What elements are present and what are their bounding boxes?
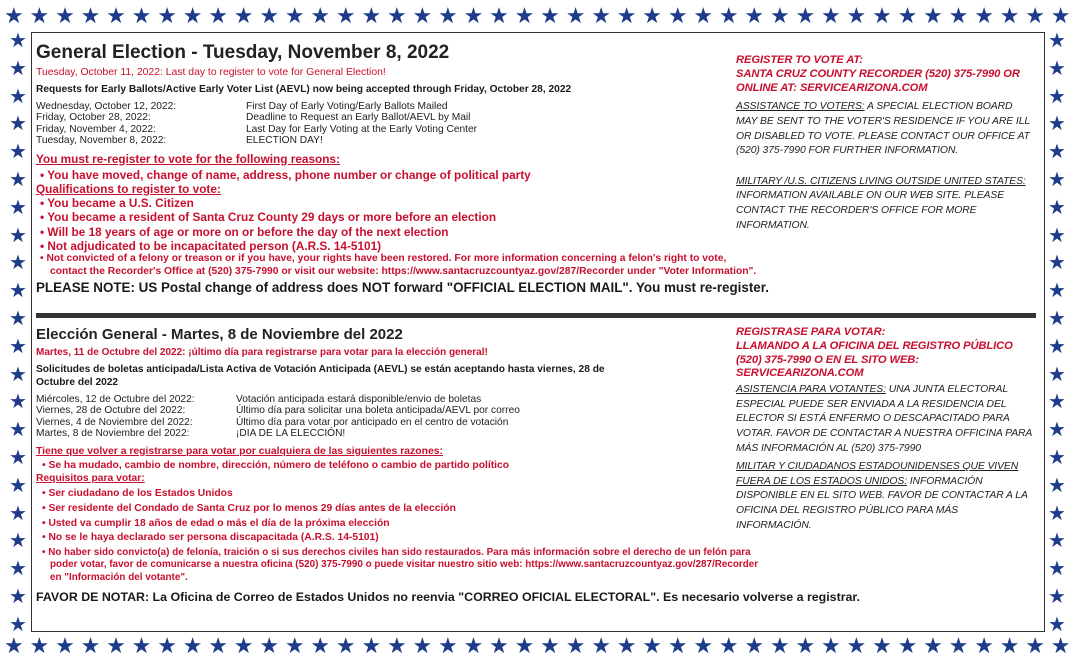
star-icon: ★: [335, 634, 356, 659]
star-icon: ★: [9, 528, 27, 553]
reregister-emphasis: to vote: [153, 151, 193, 166]
star-icon: ★: [9, 611, 27, 636]
register-info: SANTA CRUZ COUNTY RECORDER (520) 375-7990 OR: [736, 67, 1020, 80]
star-icon: ★: [489, 4, 509, 29]
star-icon: ★: [1025, 4, 1045, 29]
reregister-reason: • Se ha mudado, cambio de nombre, dirección, número de teléfono o cambio de partido político: [42, 460, 510, 472]
key-dates: [36, 394, 726, 440]
date-desc: ¡DIA DE LA ELECCIÓN!: [236, 428, 346, 440]
date-desc: ELECTION DAY!: [246, 135, 323, 147]
star-icon: ★: [284, 634, 305, 659]
star-icon: ★: [1048, 111, 1066, 136]
star-icon: ★: [642, 634, 663, 659]
last-register-date: Tuesday, October 11, 2022: Last day to register to vote for General Election!: [36, 67, 386, 78]
date-desc: Votación anticipada estará disponible/envio de boletas: [236, 394, 482, 405]
star-icon: ★: [846, 4, 867, 29]
left-star-border: [5, 30, 31, 634]
star-icon: ★: [744, 4, 765, 29]
star-icon: ★: [923, 4, 943, 29]
star-icon: ★: [182, 4, 203, 29]
star-icon: ★: [974, 634, 994, 659]
star-icon: ★: [1048, 611, 1066, 636]
star-icon: ★: [412, 4, 433, 29]
star-icon: ★: [310, 634, 331, 659]
qualification-item: • Ser ciudadano de los Estados Unidos: [42, 488, 233, 500]
star-icon: ★: [80, 634, 101, 659]
star-icon: ★: [693, 4, 714, 29]
reregister-reason: • You have moved, change of name, address, phone number or change of political party: [40, 167, 531, 182]
star-icon: ★: [1048, 389, 1066, 414]
star-icon: ★: [821, 634, 841, 659]
star-icon: ★: [9, 417, 27, 442]
star-icon: ★: [1048, 55, 1066, 80]
star-icon: ★: [999, 634, 1020, 659]
register-info: SERVICEARIZONA.COM: [736, 367, 864, 380]
star-icon: ★: [821, 4, 841, 29]
star-icon: ★: [29, 634, 50, 659]
star-icon: ★: [948, 634, 969, 659]
star-icon: ★: [463, 634, 484, 659]
qualifications-heading: Qualifications to register to vote:: [36, 182, 221, 197]
star-icon: ★: [4, 4, 24, 29]
reregister-text: for the following reasons:: [192, 151, 340, 166]
star-icon: ★: [9, 222, 27, 247]
register-info: ONLINE AT: SERVICEARIZONA.COM: [736, 81, 928, 94]
military-body: INFORMATION AVAILABLE ON OUR WEB SITE. PLEASE CONTACT THE RECORDER'S OFFICE FOR MORE INFORMATION.: [736, 190, 1005, 231]
star-icon: ★: [1048, 166, 1066, 191]
star-icon: ★: [1048, 250, 1066, 275]
date-label: Tuesday, November 8, 2022:: [36, 135, 167, 147]
assistance-body: A SPECIAL ELECTION BOARD MAY BE SENT TO THE VOTER'S RESIDENCE IF YOU ARE ILL OR DISABLED TO VOTE. PLEASE CONTACT OUR OFFICE AT (520) 375-7990 FOR FURTHER INFORMATION.: [736, 101, 1030, 157]
star-icon: ★: [80, 4, 101, 29]
reregister-emphasis: para votar: [185, 445, 237, 457]
star-icon: ★: [9, 111, 27, 136]
star-icon: ★: [9, 500, 27, 525]
reregister-text: Tiene que volver a registrarse: [36, 445, 186, 457]
star-icon: ★: [693, 634, 714, 659]
star-icon: ★: [284, 4, 305, 29]
star-icon: ★: [438, 634, 458, 659]
please-note: PLEASE NOTE: US Postal change of address does NOT forward "OFFICIAL ELECTION MAIL". You must re-register.: [36, 280, 769, 296]
star-icon: ★: [106, 4, 126, 29]
felony-note: • Not convicted of a felony or treason or if you have, your rights have been restored. For more information concerning a felon's right to vote,: [40, 253, 727, 265]
assistance-heading: ASISTENCIA PARA VOTANTES:: [736, 384, 886, 396]
date-desc: Deadline to Request an Early Ballot/AEVL by Mail: [246, 112, 471, 124]
date-desc: Último día para solicitar una boleta anticipada/AEVL por correo: [236, 405, 520, 417]
star-icon: ★: [9, 389, 27, 414]
star-icon: ★: [1048, 528, 1066, 553]
star-icon: ★: [361, 634, 382, 659]
star-icon: ★: [616, 634, 637, 659]
star-icon: ★: [514, 634, 535, 659]
star-icon: ★: [1048, 472, 1066, 497]
star-icon: ★: [565, 634, 586, 659]
star-icon: ★: [233, 4, 254, 29]
star-icon: ★: [1048, 28, 1066, 52]
star-icon: ★: [1048, 83, 1066, 108]
star-icon: ★: [1025, 634, 1045, 659]
star-icon: ★: [233, 634, 254, 659]
star-icon: ★: [1048, 139, 1066, 164]
star-icon: ★: [9, 333, 27, 358]
star-icon: ★: [667, 634, 688, 659]
star-icon: ★: [540, 4, 560, 29]
right-star-border: [1044, 30, 1070, 634]
star-icon: ★: [795, 634, 816, 659]
felony-note: • No haber sido convicto(a) de felonía, traición o si sus derechos civiles han sido restaurados. Para más información sobre el derecho de un felón para: [42, 546, 751, 558]
star-icon: ★: [1048, 305, 1066, 330]
star-icon: ★: [4, 634, 24, 659]
star-icon: ★: [208, 4, 228, 29]
felony-note-cont: poder votar, favor de comunicarse a nuestra oficina (520) 375-7990 o puede visitar nuestro sitio web: https://www.santacruzcountyaz.gov/287/Recorder: [50, 559, 759, 571]
star-icon: ★: [1048, 500, 1066, 525]
early-ballot-requests: Solicitudes de boletas anticipada/Lista Activa de Votación Anticipada (AEVL) se están aceptando hasta viernes, 28 de Octubre del 2022: [36, 364, 605, 388]
date-label: Martes, 8 de Noviembre del 2022:: [36, 428, 190, 440]
star-icon: ★: [412, 634, 433, 659]
date-label: Miércoles, 12 de Octubre del 2022:: [36, 394, 195, 405]
star-icon: ★: [9, 305, 27, 330]
reregister-heading: [36, 152, 726, 166]
spanish-sidebar: [736, 326, 1036, 533]
key-dates: [36, 101, 726, 147]
star-icon: ★: [9, 194, 27, 219]
star-icon: ★: [259, 634, 280, 659]
star-icon: ★: [9, 472, 27, 497]
star-icon: ★: [540, 634, 560, 659]
star-icon: ★: [795, 4, 816, 29]
star-icon: ★: [131, 4, 152, 29]
date-label: Viernes, 4 de Noviembre del 2022:: [36, 416, 193, 428]
star-icon: ★: [55, 634, 75, 659]
star-icon: ★: [259, 4, 280, 29]
assistance-heading: ASSISTANCE TO VOTERS:: [736, 101, 865, 113]
star-icon: ★: [463, 4, 484, 29]
star-icon: ★: [386, 634, 407, 659]
star-icon: ★: [642, 4, 663, 29]
register-info: LLAMANDO A LA OFICINA DEL REGISTRO PÚBLICO: [736, 339, 1013, 352]
star-icon: ★: [106, 634, 126, 659]
star-icon: ★: [565, 4, 586, 29]
date-label: Friday, November 4, 2022:: [36, 123, 156, 135]
star-icon: ★: [897, 634, 918, 659]
star-icon: ★: [872, 4, 892, 29]
star-icon: ★: [55, 4, 75, 29]
please-note: FAVOR DE NOTAR: La Oficina de Correo de Estados Unidos no reenvia "CORREO OFICIAL ELECTORAL". Es necesario volverse a registrar.: [36, 589, 860, 604]
register-info: (520) 375-7990 O EN EL SITO WEB:: [736, 353, 919, 366]
star-icon: ★: [9, 278, 27, 303]
reregister-text: por cualquiera de las siguientes razones:: [236, 445, 443, 457]
star-icon: ★: [948, 4, 969, 29]
assistance-info: [736, 100, 1036, 158]
english-sidebar: [736, 54, 1036, 233]
qualification-item: • You became a resident of Santa Cruz County 29 days or more before an election: [40, 210, 497, 225]
star-icon: ★: [769, 4, 790, 29]
star-icon: ★: [591, 634, 611, 659]
star-icon: ★: [1048, 194, 1066, 219]
star-icon: ★: [999, 4, 1020, 29]
star-icon: ★: [1048, 583, 1066, 608]
star-icon: ★: [667, 4, 688, 29]
date-label: Wednesday, October 12, 2022:: [36, 101, 177, 112]
date-label: Viernes, 28 de Octubre del 2022:: [36, 405, 186, 417]
star-icon: ★: [1048, 278, 1066, 303]
star-icon: ★: [9, 28, 27, 52]
military-body: INFORMACIÓN DISPONIBLE EN EL SITO WEB. FAVOR DE CONTACTAR A LA OFICINA DEL REGISTRO PÚBLICO PARA MÁS INFORMACIÓN.: [736, 475, 1028, 531]
military-heading: MILITAR Y CIUDADANOS ESTADOUNIDENSES QUE VIVEN FUERA DE LOS ESTADOS UNIDOS:: [736, 461, 1019, 487]
star-icon: ★: [923, 634, 943, 659]
star-icon: ★: [9, 361, 27, 386]
qualification-item: • Usted va cumplir 18 años de edad o más el día de la próxima elección: [42, 517, 390, 529]
reregister-heading: [36, 446, 726, 459]
star-icon: ★: [361, 4, 382, 29]
military-heading: MILITARY /U.S. CITIZENS LIVING OUTSIDE UNITED STATES:: [736, 175, 1026, 187]
qualifications-heading: Requisitos para votar:: [36, 472, 145, 484]
star-icon: ★: [1048, 417, 1066, 442]
star-icon: ★: [9, 83, 27, 108]
star-icon: ★: [591, 4, 611, 29]
assistance-info: [736, 383, 1036, 456]
star-icon: ★: [1048, 556, 1066, 581]
star-icon: ★: [744, 634, 765, 659]
military-info: [736, 175, 1036, 233]
date-desc: Last Day for Early Voting at the Early Voting Center: [246, 123, 478, 135]
spanish-title: Elección General - Martes, 8 de Noviembre del 2022: [36, 326, 403, 343]
star-icon: ★: [182, 634, 203, 659]
star-icon: ★: [1050, 634, 1071, 659]
english-main: [36, 42, 769, 296]
section-divider: [36, 313, 1036, 318]
star-icon: ★: [386, 4, 407, 29]
date-desc: First Day of Early Voting/Early Ballots Mailed: [246, 101, 448, 112]
assistance-body: UNA JUNTA ELECTORAL ESPECIAL PUEDE SER ENVIADA A LA RESIDENCIA DEL ELECTOR SI ESTÁ ENFERMO O DESCAPACITADO PARA VOTAR. FAVOR DE CONTACTAR A NUESTRA OFFICINA PARA MÁS INFORMACIÓN AL (520) 375-7990: [736, 384, 1032, 454]
date-desc: Último día para votar por anticipado en el centro de votación: [236, 416, 509, 428]
felony-note-cont: contact the Recorder's Office at (520) 375-7990 or visit our website: https://www.santacruzcountyaz.gov/287/Recorder under "Voter Information".: [50, 265, 757, 277]
star-icon: ★: [9, 250, 27, 275]
star-icon: ★: [718, 634, 739, 659]
top-star-border: [4, 4, 1071, 30]
star-icon: ★: [335, 4, 356, 29]
star-icon: ★: [208, 634, 228, 659]
star-icon: ★: [1050, 4, 1071, 29]
felony-note-cont: en "Información del votante".: [50, 571, 188, 583]
star-icon: ★: [1048, 361, 1066, 386]
star-icon: ★: [769, 634, 790, 659]
qualification-item: • You became a U.S. Citizen: [40, 196, 194, 211]
register-info: REGISTER TO VOTE AT:: [736, 54, 863, 66]
page-title: General Election - Tuesday, November 8, 2022: [36, 42, 450, 63]
star-icon: ★: [514, 4, 535, 29]
star-icon: ★: [489, 634, 509, 659]
star-icon: ★: [718, 4, 739, 29]
qualification-item: • No se le haya declarado ser persona discapacitada (A.R.S. 14-5101): [42, 532, 379, 544]
star-icon: ★: [872, 634, 892, 659]
bottom-star-border: [4, 634, 1071, 660]
star-icon: ★: [897, 4, 918, 29]
star-icon: ★: [9, 583, 27, 608]
star-icon: ★: [310, 4, 331, 29]
star-icon: ★: [9, 166, 27, 191]
star-icon: ★: [438, 4, 458, 29]
star-icon: ★: [9, 139, 27, 164]
star-icon: ★: [157, 4, 177, 29]
qualification-item: • Will be 18 years of age or more on or before the day of the next election: [40, 224, 449, 239]
star-icon: ★: [9, 55, 27, 80]
star-icon: ★: [616, 4, 637, 29]
reregister-text: You must re-register: [36, 151, 154, 166]
qualification-item: • Ser residente del Condado de Santa Cruz por lo menos 29 días antes de la elección: [42, 503, 456, 514]
qualification-item: • Not adjudicated to be incapacitated person (A.R.S. 14-5101): [40, 238, 382, 253]
star-icon: ★: [157, 634, 177, 659]
last-register-date: Martes, 11 de Octubre del 2022: ¡último día para registrarse para votar para la elección general!: [36, 347, 488, 358]
date-label: Friday, October 28, 2022:: [36, 112, 151, 124]
star-icon: ★: [846, 634, 867, 659]
register-info: REGISTRASE PARA VOTAR:: [736, 326, 886, 338]
star-icon: ★: [131, 634, 152, 659]
star-icon: ★: [29, 4, 50, 29]
star-icon: ★: [1048, 333, 1066, 358]
star-icon: ★: [9, 444, 27, 469]
star-icon: ★: [9, 556, 27, 581]
military-info: [736, 460, 1036, 533]
star-icon: ★: [1048, 222, 1066, 247]
star-icon: ★: [1048, 444, 1066, 469]
star-icon: ★: [974, 4, 994, 29]
early-ballot-requests: Requests for Early Ballots/Active Early Voter List (AEVL) now being accepted through Friday, October 28, 2022: [36, 84, 572, 95]
